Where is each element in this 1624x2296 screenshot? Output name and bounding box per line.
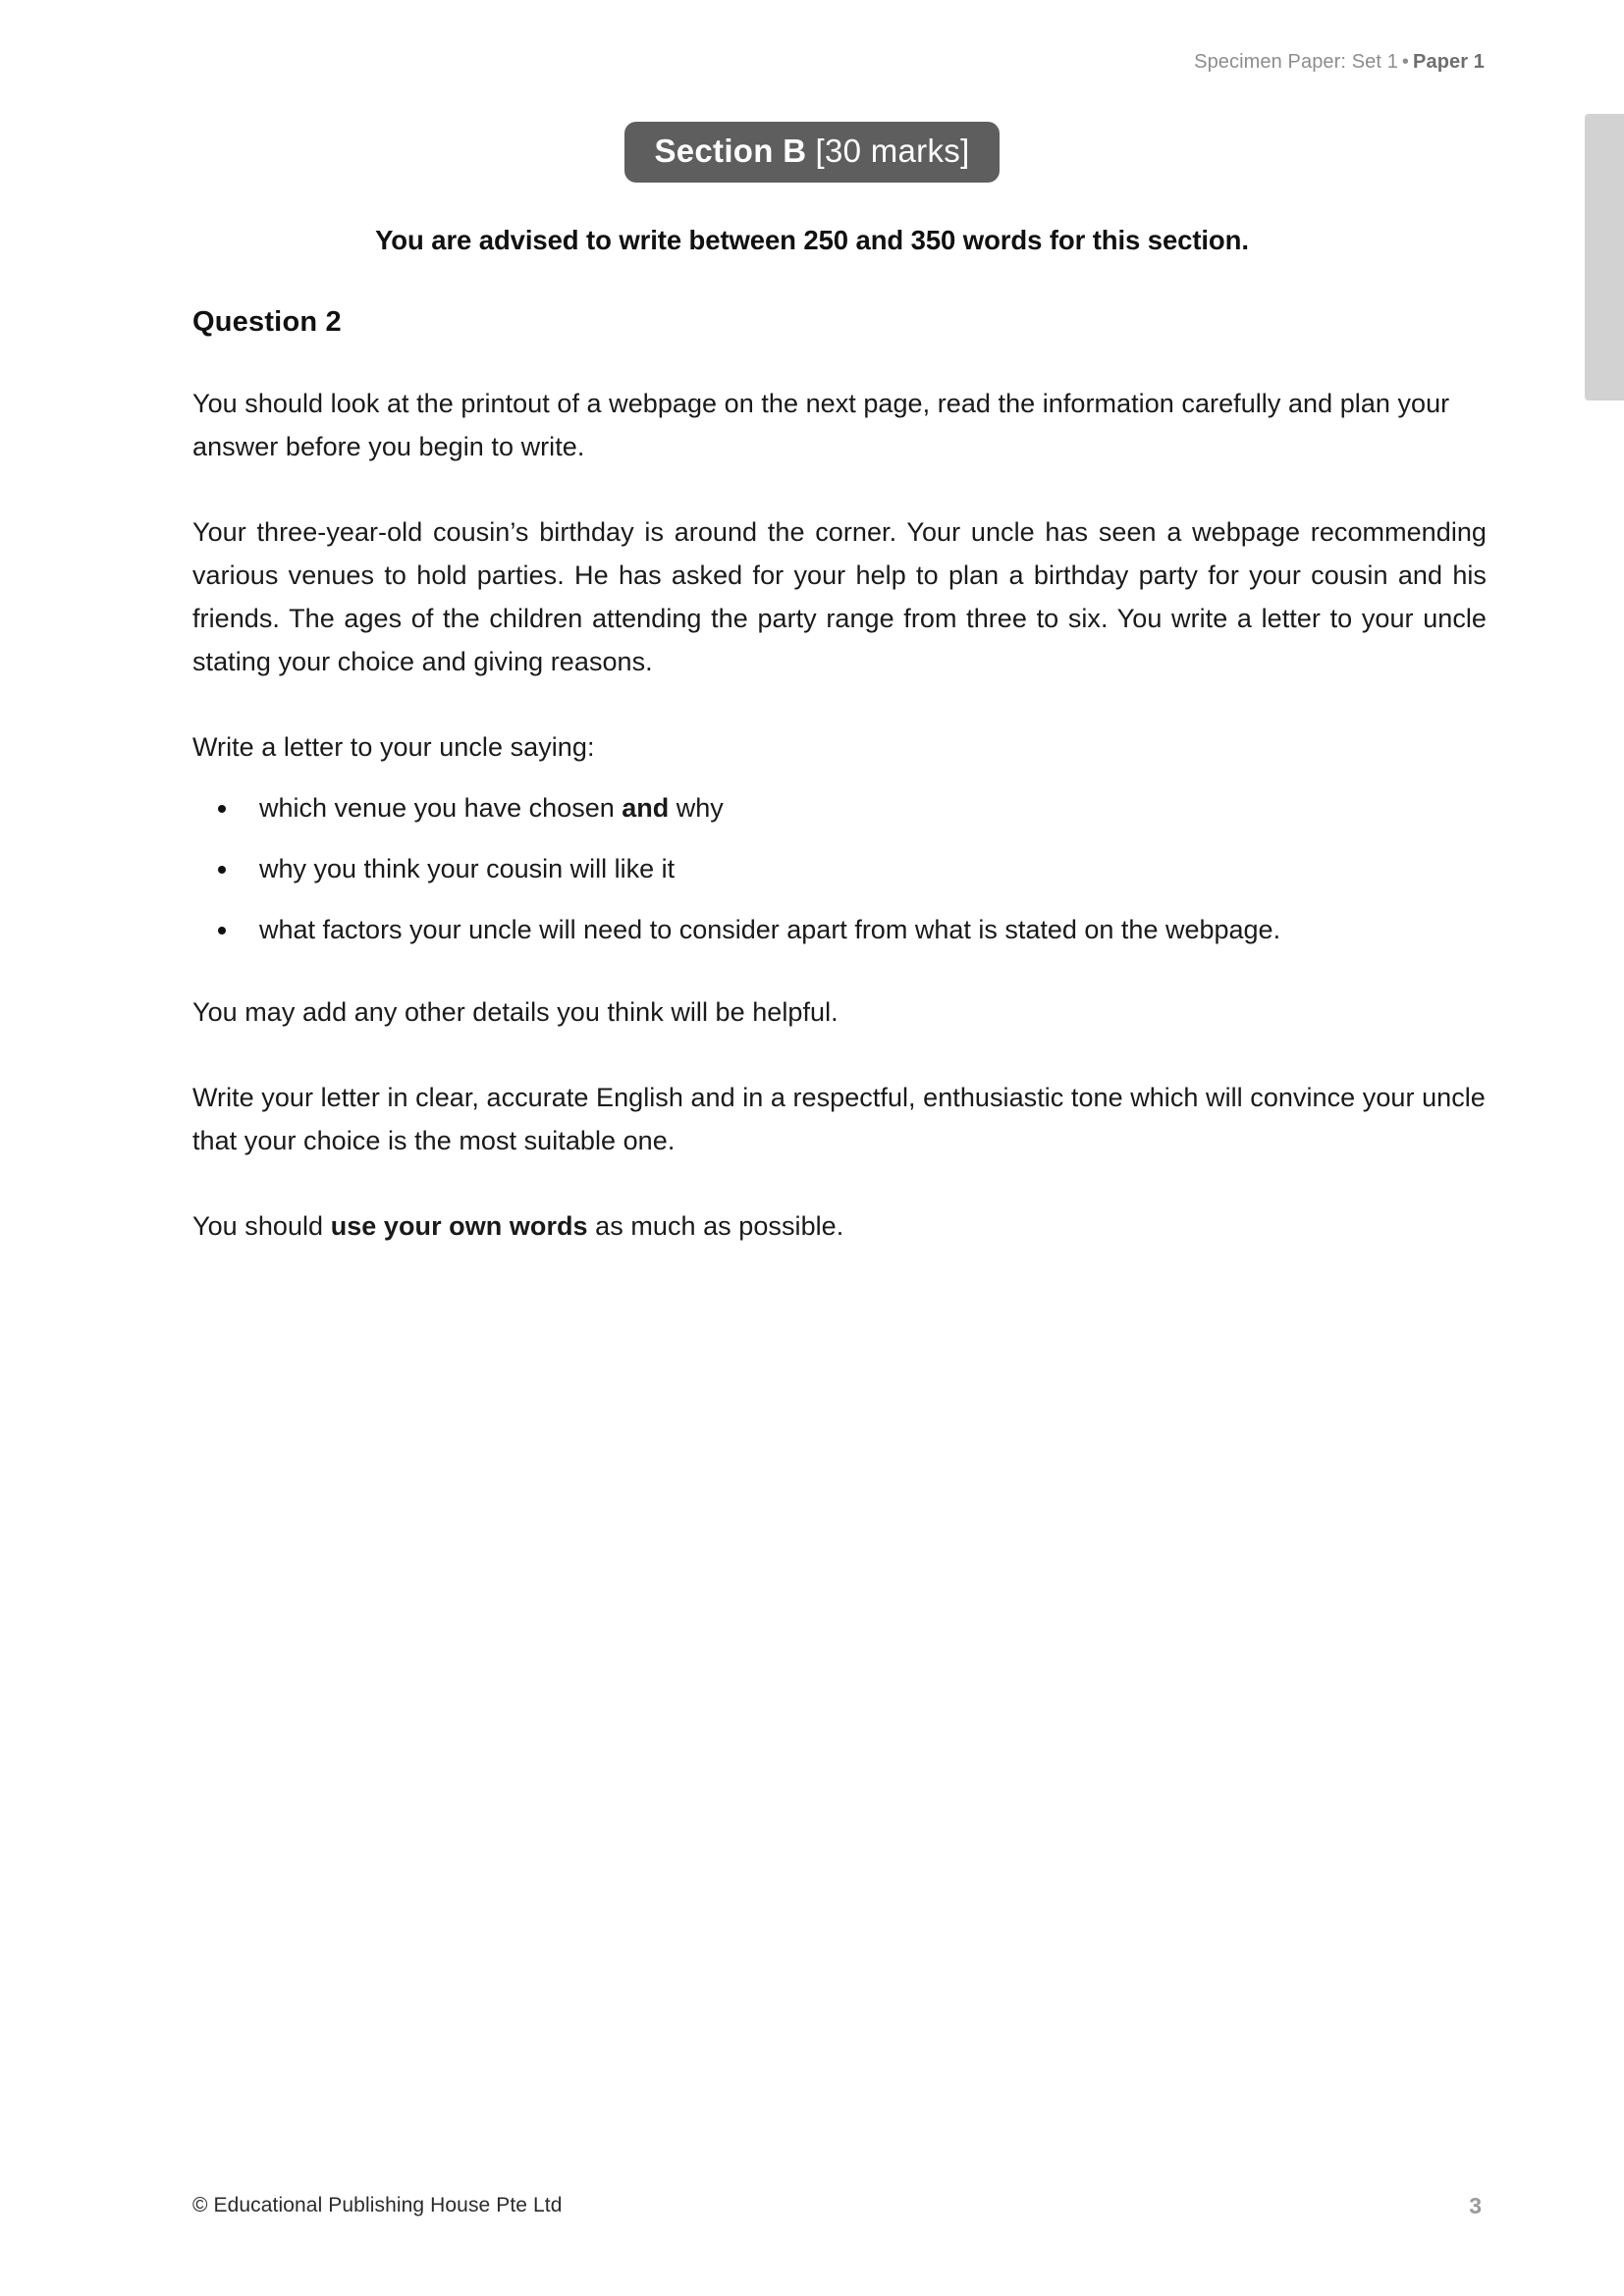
closing-text-bold: use your own words — [330, 1211, 588, 1241]
running-header-prefix: Specimen Paper: Set 1 — [1194, 51, 1398, 73]
page-number: 3 — [1469, 2193, 1482, 2218]
section-banner-label: Section B — [654, 133, 807, 169]
instruction-lead: Write a letter to your uncle saying: — [192, 732, 595, 762]
question-paragraph-3: You may add any other details you think will be helpful. — [192, 997, 839, 1027]
list-item — [192, 786, 1487, 829]
closing-text-after: as much as possible. — [587, 1211, 844, 1241]
bullet-dot-icon — [218, 866, 226, 874]
question-content — [192, 306, 1487, 1290]
bullet-text-before: why you think your cousin will like it — [259, 854, 676, 883]
question-paragraph-2: Your three-year-old cousin’s birthday is around the corner. Your uncle has seen a webpage recommending various venues to hold parties. He has asked for your help to plan a birthday party for your cousin and his friends. The ages of the children attending the party range from three to six. You write a letter to your uncle stating your choice and giving reasons. — [192, 517, 1487, 676]
list-item — [192, 847, 1487, 890]
word-count-advisory: You are advised to write between 250 and 350 words for this section. — [375, 225, 1249, 255]
list-item — [192, 908, 1487, 951]
question-paragraph-1: You should look at the printout of a webpage on the next page, read the information carefully and plan your answer before you begin to write. — [192, 389, 1450, 461]
section-banner — [624, 122, 999, 183]
bullet-dot-icon — [218, 805, 226, 813]
running-header — [1194, 51, 1485, 74]
bullet-dot-icon — [218, 927, 226, 934]
running-header-paper: Paper 1 — [1413, 51, 1485, 73]
bullet-text-after: why — [669, 793, 724, 823]
scrollbar-thumb[interactable] — [1585, 114, 1624, 400]
question-paragraph-4: Write your letter in clear, accurate English and in a respectful, enthusiastic tone which will convince your uncle that your choice is the most suitable one. — [192, 1083, 1486, 1155]
section-banner-wrapper — [0, 122, 1624, 183]
question-closing-note — [192, 1204, 1487, 1248]
instruction-bullet-list — [192, 786, 1487, 951]
bullet-text-before: what factors your uncle will need to consider apart from what is stated on the webpage. — [259, 915, 1281, 944]
question-heading: Question 2 — [192, 306, 342, 338]
footer-copyright: © Educational Publishing House Pte Ltd — [192, 2194, 563, 2216]
section-banner-marks: [30 marks] — [815, 133, 970, 169]
running-header-separator: • — [1401, 51, 1410, 73]
scrollbar-track[interactable] — [1585, 0, 1624, 2296]
bullet-text-before: which venue you have chosen — [259, 793, 623, 823]
closing-text-before: You should — [192, 1211, 331, 1241]
bullet-text-bold: and — [622, 793, 670, 823]
